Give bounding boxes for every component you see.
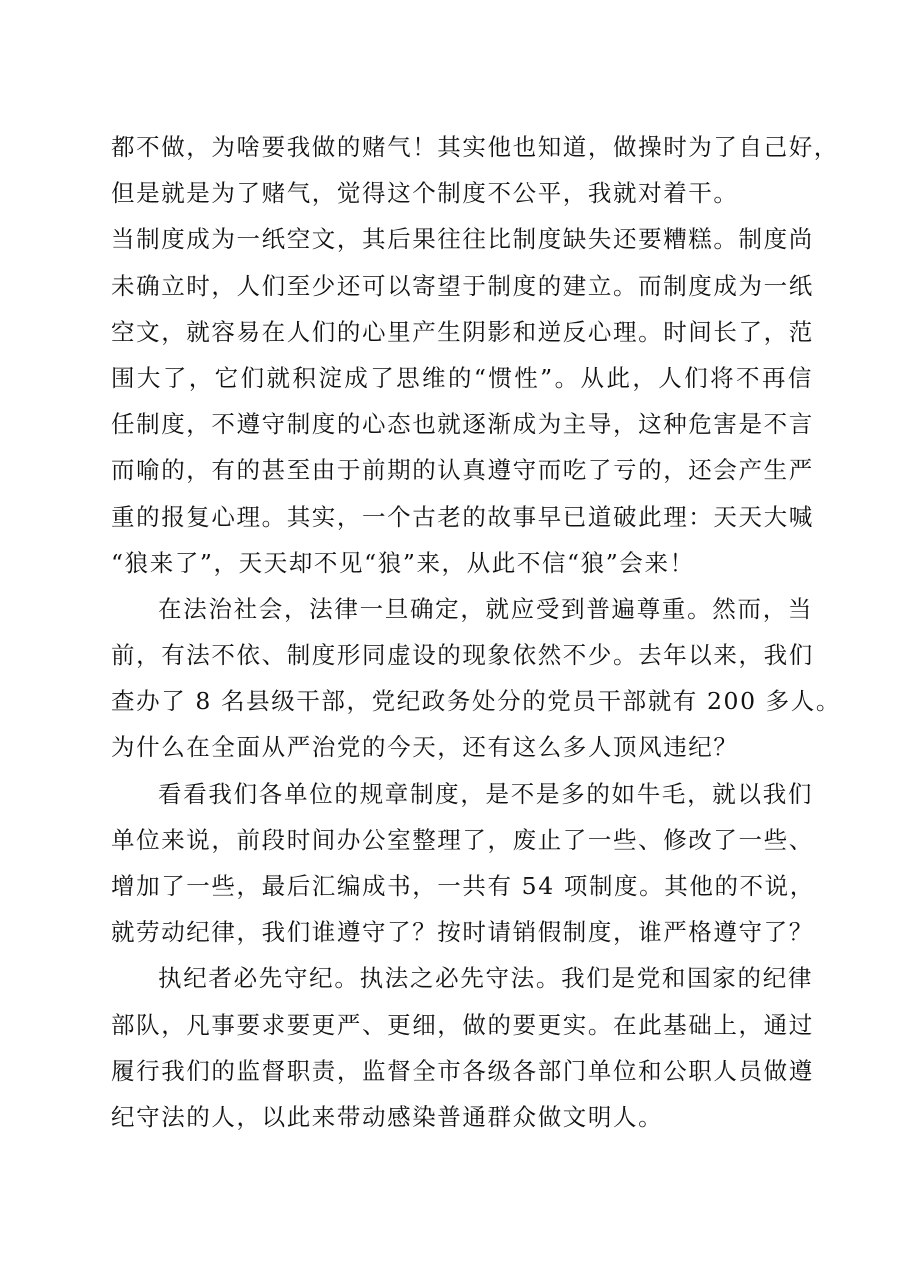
- document-body: [111, 124, 841, 1140]
- text-line: 部队，凡事要求要更严、更细，做的要更实。在此基础上，通过: [111, 1010, 814, 1039]
- text-line: 围大了，它们就积淀成了思维的“惯性”。从此，人们将不再信: [111, 363, 813, 392]
- paragraph-first-line: 在法治社会，法律一旦确定，就应受到普遍尊重。然而，当: [158, 594, 813, 623]
- text-line: “狼来了”，天天却不见“狼”来，从此不信“狼”会来！: [111, 548, 695, 577]
- text-line: 当制度成为一纸空文，其后果往往比制度缺失还要糟糕。制度尚: [111, 225, 814, 254]
- text-line: 空文，就容易在人们的心里产生阴影和逆反心理。时间长了，范: [111, 317, 814, 346]
- text-line: 增加了一些，最后汇编成书，一共有 54 项制度。其他的不说，: [111, 872, 815, 900]
- paragraph-first-line: 执纪者必先守纪。执法之必先守法。我们是党和国家的纪律: [158, 964, 813, 993]
- paragraph-first-line: 看看我们各单位的规章制度，是不是多的如牛毛，就以我们: [158, 779, 813, 808]
- text-line: 单位来说，前段时间办公室整理了，废止了一些、修改了一些、: [111, 825, 814, 854]
- text-line: 纪守法的人，以此来带动感染普通群众做文明人。: [111, 1102, 664, 1131]
- text-line: 查办了 8 名县级干部，党纪政务处分的党员干部就有 200 多人。: [111, 687, 841, 716]
- text-line: 为什么在全面从严治党的今天，还有这么多人顶风违纪？: [111, 733, 739, 762]
- text-line: 重的报复心理。其实，一个古老的故事早已道破此理：天天大喊: [111, 502, 814, 531]
- text-line: 就劳动纪律，我们谁遵守了？按时请销假制度，谁严格遵守了？: [111, 918, 814, 947]
- text-line: 履行我们的监督职责，监督全市各级各部门单位和公职人员做遵: [111, 1056, 814, 1085]
- text-line: 而喻的，有的甚至由于前期的认真遵守而吃了亏的，还会产生严: [111, 456, 814, 485]
- text-line: 未确立时，人们至少还可以寄望于制度的建立。而制度成为一纸: [111, 271, 814, 300]
- text-line: 但是就是为了赌气，觉得这个制度不公平，我就对着干。: [111, 179, 739, 208]
- text-line: 任制度，不遵守制度的心态也就逐渐成为主导，这种危害是不言: [111, 410, 814, 439]
- text-line: 都不做，为啥要我做的赌气！其实他也知道，做操时为了自己好，: [111, 133, 839, 161]
- text-line: 前，有法不依、制度形同虚设的现象依然不少。去年以来，我们: [111, 641, 814, 670]
